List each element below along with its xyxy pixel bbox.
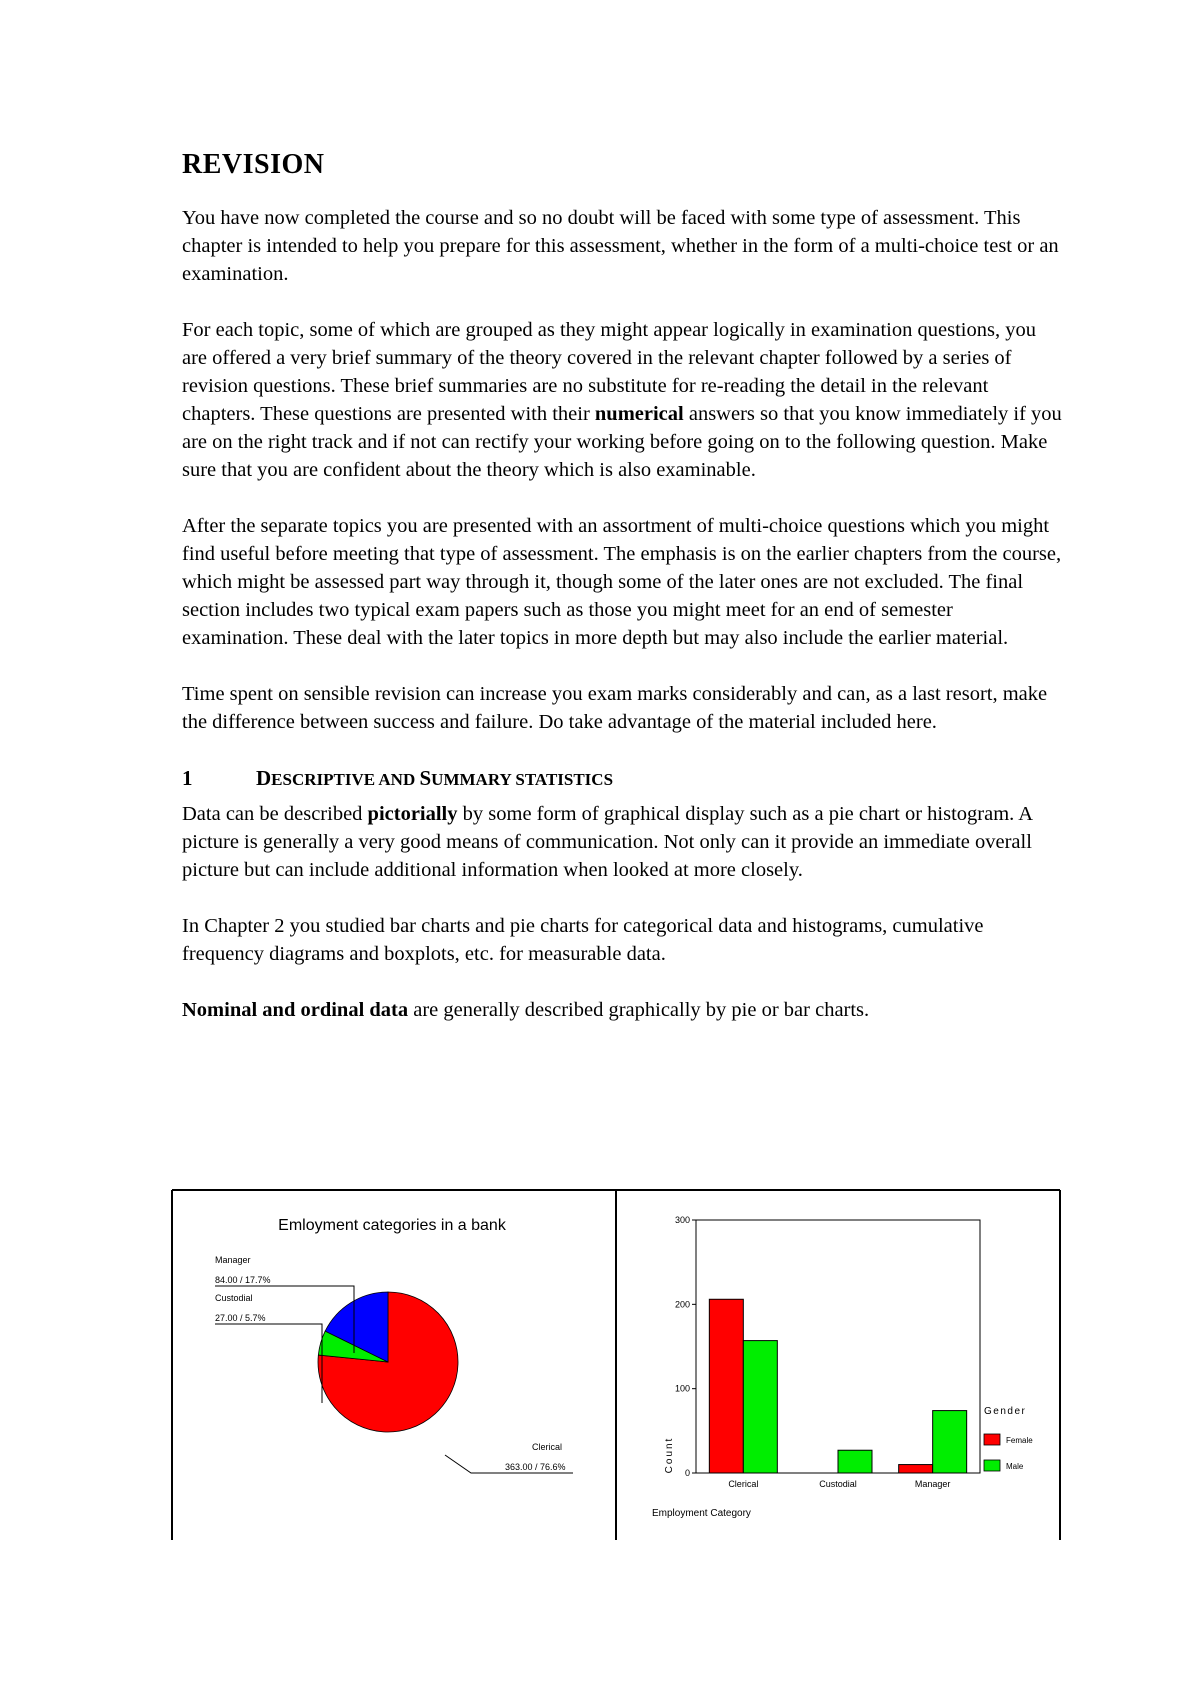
bold-nominal: Nominal and ordinal data [182,999,409,1021]
bar-chart [652,1215,1033,1519]
pie-chart-title: Emloyment categories in a bank [278,1217,506,1234]
paragraph-time-spent: Time spent on sensible revision can increase you exam marks considerably and can, as a last resort, make the difference between success and failure. Do take advantage of the material included here. [182,683,1048,733]
bar-manager-male [933,1411,967,1473]
legend-swatch-female [984,1434,1000,1445]
legend-label-male: Male [1006,1462,1024,1471]
x-axis-label: Employment Category [652,1508,751,1519]
x-tick-label-custodial: Custodial [819,1479,857,1489]
paragraph-chapter2: In Chapter 2 you studied bar charts and pie charts for categorical data and histograms, cumulative frequency diagrams and boxplots, etc. for measurable data. [182,915,984,965]
paragraph-topics-text-1: For each topic, some of which are grouped as they might appear logically in examination questions, you are offered a very brief summary of the theory covered in the relevant chapter followed by a series of revision questions. These brief summaries are no substitute for re-reading the detail in the relevant chapters. These questions are presented with their [182,319,1036,425]
y-tick-label-200: 200 [674,1299,690,1310]
bar-custodial-male [838,1450,872,1473]
paragraph-pictorially-text-2: by some form of graphical display such as a pie chart or histogram. A picture is generally a very good means of communication. Not only can it provide an immediate overall picture but can include additional information when looked at more closely. [182,803,1032,881]
y-tick-label-0: 0 [684,1468,690,1478]
paragraph-nominal-text: are generally described graphically by pie or bar charts. [408,999,870,1021]
bar-clerical-male [743,1341,777,1473]
leader-line-custodial [215,1324,322,1403]
pie-label-custodial-value: 27.00 / 5.7% [215,1313,266,1323]
x-tick-label-manager: Manager [914,1479,951,1489]
y-axis-label: Count [664,1436,675,1474]
bar-manager-female [899,1465,933,1473]
legend-label-female: Female [1006,1436,1033,1445]
section-heading [182,764,1062,794]
charts-figure [170,1188,1062,1540]
section-title-rest-1: ESCRIPTIVE AND [271,770,420,789]
pie-label-manager-name: Manager [215,1255,251,1265]
paragraph-topics-text-2: answers so that you know immediately if you are on the right track and if not can rectify your working before going on to the following question. Make sure that you are confident about the theory which is also examinable. [182,403,1062,481]
paragraph-intro: You have now completed the course and so no doubt will be faced with some type of assessment. This chapter is intended to help you prepare for this assessment, whether in the form of a multi-choice test or an examination. [182,207,1059,285]
section-title-d: D [256,766,272,790]
page-title: REVISION [182,149,325,180]
section-title-s: S [419,766,432,790]
section-number: 1 [182,766,193,790]
paragraph-topics [182,316,1062,484]
x-tick-label-clerical: Clerical [728,1479,759,1489]
paragraph-nominal [182,996,1062,1024]
legend-swatch-male [984,1460,1000,1471]
paragraph-multichoice: After the separate topics you are presented with an assortment of multi-choice questions which you might find useful before meeting that type of assessment. The emphasis is on the earlier chapters from the course, which might be assessed part way through it, though some of the later ones are not excluded. The final section includes two typical exam papers such as those you might meet for an end of semester examination. These deal with the later topics in more depth but may also include the earlier material. [182,515,1062,649]
pie-chart [318,1292,458,1432]
paragraph-pictorially-text-1: Data can be described [182,803,368,825]
paragraph-pictorially [182,800,1062,884]
document-body [182,148,1062,1024]
section-title-rest-2: UMMARY STATISTICS [431,770,614,789]
bold-pictorially: pictorially [367,803,458,825]
y-tick-label-300: 300 [674,1215,690,1225]
pie-label-clerical-name: Clerical [532,1442,563,1452]
bold-numerical: numerical [594,403,684,425]
pie-label-custodial-name: Custodial [215,1293,253,1303]
charts-svg [170,1188,1062,1540]
legend-title: Gender [984,1406,1027,1417]
pie-label-manager-value: 84.00 / 17.7% [215,1275,271,1285]
pie-label-clerical-value: 363.00 / 76.6% [505,1462,566,1472]
bar-clerical-female [709,1299,743,1473]
y-tick-label-100: 100 [674,1383,690,1394]
